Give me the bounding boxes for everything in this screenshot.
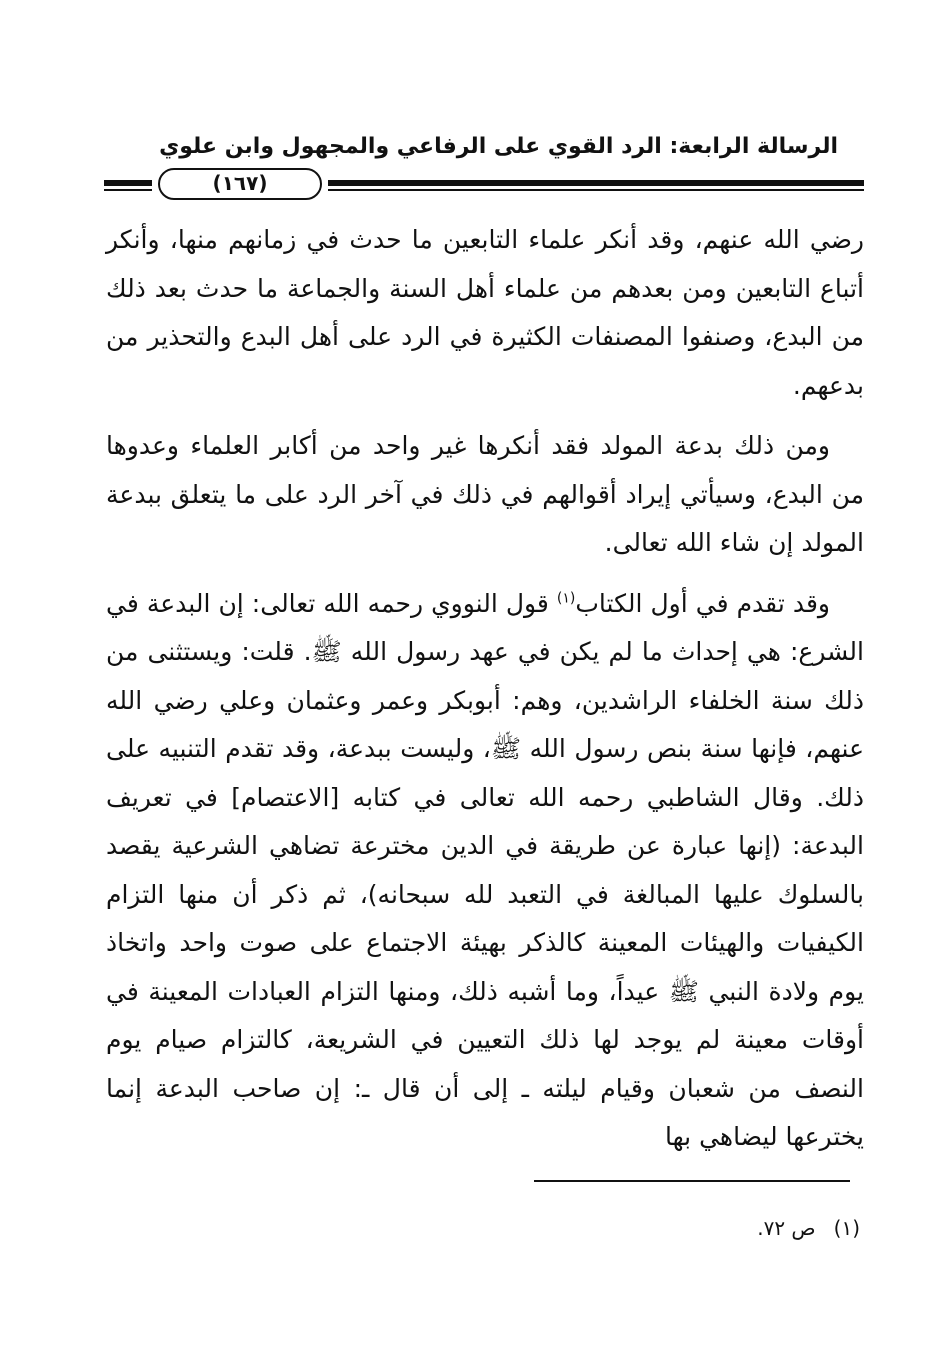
paragraph-3-rest: قول النووي رحمه الله تعالى: إن البدعة في الشرع: هي إحداث ما لم يكن في عهد رسول الله ﷺ. قلت: ويستثنى من ذلك سنة الخلفاء الراشدين، وهم: أبوبكر وعمر وعثمان وعلي رضي الله عنهم، فإنها سنة بنص رسول الله ﷺ، وليست ببدعة، وقد تقدم التنبيه على ذلك. وقال الشاطبي رحمه الله تعالى في كتابه [الاعتصام] في تعريف البدعة: (إنها عبارة عن طريقة في الدين مخترعة تضاهي الشرعية يقصد بالسلوك عليها المبالغة في التعبد لله سبحانه)، ثم ذكر أن منها التزام الكيفيات والهيئات المعينة كالذكر بهيئة الاجتماع على صوت واحد واتخاذ يوم ولادة النبي ﷺ عيداً، وما أشبه ذلك، ومنها التزام العبادات المعينة في أوقات معينة لم يوجد لها ذلك التعيين في الشريعة، كالتزام صيام يوم النصف من شعبان وقيام ليلته ـ إلى أن قال ـ: إن صاحب البدعة إنما يخترعها ليضاهي بها [106, 588, 864, 1151]
header-rule [104, 171, 864, 204]
footnote-separator [534, 1180, 850, 1182]
main-text [106, 216, 864, 1174]
header-rule-left-thin [104, 189, 152, 191]
footnote-marker: (١) [833, 1216, 860, 1240]
footnote-reference[interactable]: (١) [556, 590, 576, 607]
running-header-title: الرسالة الرابعة: الرد القوي على الرفاعي والمجهول وابن علوي [159, 134, 838, 159]
paragraph-1: رضي الله عنهم، وقد أنكر علماء التابعين ما حدث في زمانهم منها، وأنكر أتباع التابعين ومن بعدهم من علماء أهل السنة والجماعة ما حدث بعد ذلك من البدع، وصنفوا المصنفات الكثيرة في الرد على أهل البدع والتحذير من بدعهم. [106, 225, 864, 400]
paragraph-3 [106, 580, 864, 1162]
paragraph-2: ومن ذلك بدعة المولد فقد أنكرها غير واحد من أكابر العلماء وعدوها من البدع، وسيأتي إيراد أقوالهم في ذلك في آخر الرد على ما يتعلق ببدعة المولد إن شاء الله تعالى. [106, 431, 864, 557]
footnote-text: ص ٧٢. [757, 1216, 816, 1240]
page-number-badge: (١٦٧) [158, 168, 322, 200]
paragraph-3-start: وقد تقدم في أول الكتاب [575, 588, 830, 618]
header-rule-right-thick [328, 180, 864, 186]
header-rule-left-thick [104, 180, 152, 186]
footnote [140, 1212, 860, 1244]
header-rule-right-thin [328, 189, 864, 191]
